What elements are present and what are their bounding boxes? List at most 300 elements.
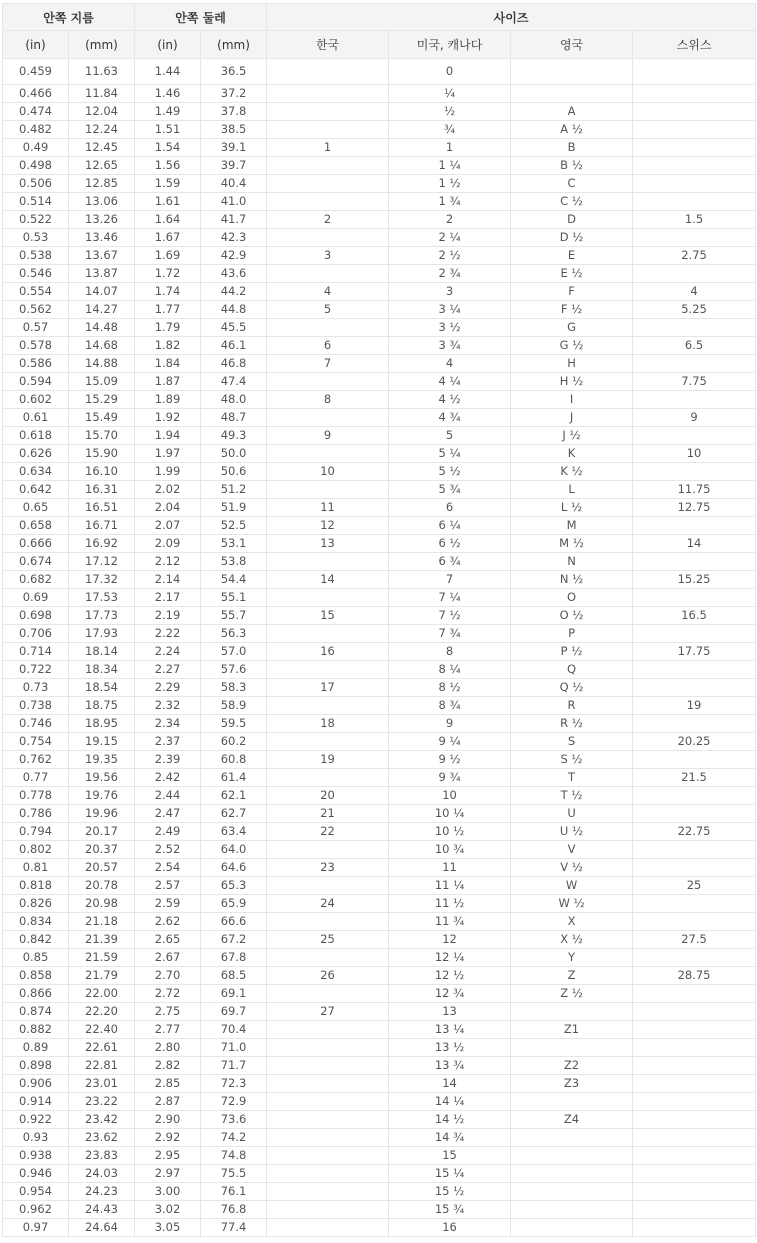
us-canada-size-cell: 9 ¼: [389, 733, 511, 751]
us-canada-size-cell: 4 ½: [389, 391, 511, 409]
uk-size-cell: K ½: [511, 463, 633, 481]
us-canada-size-cell: 14 ¼: [389, 1093, 511, 1111]
diameter-mm-cell: 17.32: [69, 571, 135, 589]
uk-size-cell: Z: [511, 967, 633, 985]
uk-size-cell: D: [511, 211, 633, 229]
swiss-size-cell: [633, 1057, 756, 1075]
table-row: [3, 787, 756, 805]
circumference-mm-cell: 55.7: [201, 607, 267, 625]
korea-size-cell: [267, 229, 389, 247]
circumference-in-cell: 2.44: [135, 787, 201, 805]
korea-size-cell: [267, 59, 389, 85]
circumference-in-cell: 1.64: [135, 211, 201, 229]
uk-size-cell: J: [511, 409, 633, 427]
circumference-in-cell: 1.82: [135, 337, 201, 355]
inner-circumference-header: 안쪽 둘레: [135, 4, 267, 31]
swiss-size-cell: [633, 229, 756, 247]
table-row: [3, 1039, 756, 1057]
diameter-in-cell: 0.946: [3, 1165, 69, 1183]
uk-size-cell: [511, 1219, 633, 1237]
korea-size-cell: [267, 1219, 389, 1237]
diameter-in-cell: 0.626: [3, 445, 69, 463]
diameter-mm-cell: 19.56: [69, 769, 135, 787]
table-row: [3, 913, 756, 931]
diameter-mm-cell: 20.57: [69, 859, 135, 877]
us-canada-size-cell: 0: [389, 59, 511, 85]
swiss-size-cell: [633, 787, 756, 805]
diameter-in-cell: 0.618: [3, 427, 69, 445]
us-canada-size-cell: 8: [389, 643, 511, 661]
uk-size-cell: N: [511, 553, 633, 571]
swiss-size-cell: [633, 841, 756, 859]
circumference-mm-cell: 70.4: [201, 1021, 267, 1039]
uk-size-cell: Z4: [511, 1111, 633, 1129]
swiss-size-cell: [633, 463, 756, 481]
table-row: [3, 895, 756, 913]
circumference-mm-cell: 47.4: [201, 373, 267, 391]
korea-size-cell: [267, 985, 389, 1003]
circumference-in-cell: 2.92: [135, 1129, 201, 1147]
us-canada-size-cell: 15 ¼: [389, 1165, 511, 1183]
circumference-mm-cell: 51.2: [201, 481, 267, 499]
uk-size-cell: Z2: [511, 1057, 633, 1075]
table-row: [3, 697, 756, 715]
diameter-in-cell: 0.706: [3, 625, 69, 643]
diameter-in-cell: 0.89: [3, 1039, 69, 1057]
circumference-in-cell: 2.52: [135, 841, 201, 859]
diameter-in-cell: 0.738: [3, 697, 69, 715]
header-group-row: [3, 4, 756, 31]
circumference-in-cell: 1.94: [135, 427, 201, 445]
diameter-mm-cell: 16.71: [69, 517, 135, 535]
circumference-in-cell: 2.12: [135, 553, 201, 571]
diameter-in-cell: 0.522: [3, 211, 69, 229]
swiss-size-cell: 27.5: [633, 931, 756, 949]
us-canada-size-cell: 4 ¼: [389, 373, 511, 391]
uk-size-cell: M: [511, 517, 633, 535]
table-row: [3, 1021, 756, 1039]
diameter-mm-cell: 15.49: [69, 409, 135, 427]
table-row: [3, 481, 756, 499]
korea-size-cell: [267, 481, 389, 499]
diameter-in-cell: 0.746: [3, 715, 69, 733]
korea-size-cell: [267, 121, 389, 139]
swiss-size-cell: [633, 1075, 756, 1093]
diameter-mm-cell: 24.03: [69, 1165, 135, 1183]
diameter-mm-cell: 23.01: [69, 1075, 135, 1093]
table-row: [3, 589, 756, 607]
circumference-in-cell: 2.95: [135, 1147, 201, 1165]
diameter-mm-cell: 13.46: [69, 229, 135, 247]
swiss-size-cell: [633, 1219, 756, 1237]
circumference-mm-cell: 60.8: [201, 751, 267, 769]
circumference-in-cell: 2.02: [135, 481, 201, 499]
circumference-in-cell: 2.19: [135, 607, 201, 625]
uk-size-cell: Z ½: [511, 985, 633, 1003]
table-row: [3, 931, 756, 949]
table-row: [3, 319, 756, 337]
table-row: [3, 625, 756, 643]
diameter-in-cell: 0.602: [3, 391, 69, 409]
diameter-mm-header: (mm): [69, 31, 135, 59]
table-row: [3, 823, 756, 841]
diameter-mm-cell: 12.04: [69, 103, 135, 121]
us-canada-size-cell: 6 ¾: [389, 553, 511, 571]
swiss-size-cell: [633, 517, 756, 535]
circumference-in-cell: 1.79: [135, 319, 201, 337]
circumference-mm-cell: 50.6: [201, 463, 267, 481]
diameter-in-cell: 0.866: [3, 985, 69, 1003]
table-row: [3, 301, 756, 319]
swiss-size-cell: [633, 661, 756, 679]
diameter-mm-cell: 15.90: [69, 445, 135, 463]
korea-size-cell: 18: [267, 715, 389, 733]
uk-size-cell: Q ½: [511, 679, 633, 697]
diameter-mm-cell: 12.85: [69, 175, 135, 193]
korea-size-cell: 21: [267, 805, 389, 823]
diameter-in-cell: 0.474: [3, 103, 69, 121]
swiss-size-cell: [633, 1039, 756, 1057]
diameter-mm-cell: 19.76: [69, 787, 135, 805]
header-sub-row: [3, 31, 756, 59]
table-row: [3, 877, 756, 895]
us-canada-size-cell: 14: [389, 1075, 511, 1093]
uk-size-cell: X: [511, 913, 633, 931]
table-row: [3, 373, 756, 391]
diameter-in-cell: 0.634: [3, 463, 69, 481]
us-canada-size-cell: 7 ½: [389, 607, 511, 625]
circumference-in-cell: 2.75: [135, 1003, 201, 1021]
uk-size-cell: K: [511, 445, 633, 463]
circumference-mm-cell: 52.5: [201, 517, 267, 535]
uk-size-cell: [511, 1093, 633, 1111]
table-row: [3, 1183, 756, 1201]
korea-size-cell: 13: [267, 535, 389, 553]
uk-size-cell: H ½: [511, 373, 633, 391]
circumference-mm-cell: 49.3: [201, 427, 267, 445]
table-row: [3, 193, 756, 211]
table-row: [3, 121, 756, 139]
circumference-in-cell: 2.29: [135, 679, 201, 697]
korea-size-cell: 11: [267, 499, 389, 517]
circumference-mm-cell: 37.8: [201, 103, 267, 121]
korea-size-cell: [267, 1021, 389, 1039]
diameter-mm-cell: 14.27: [69, 301, 135, 319]
korea-size-cell: 17: [267, 679, 389, 697]
uk-size-cell: I: [511, 391, 633, 409]
diameter-in-cell: 0.922: [3, 1111, 69, 1129]
swiss-size-cell: [633, 103, 756, 121]
swiss-size-cell: [633, 157, 756, 175]
diameter-in-cell: 0.858: [3, 967, 69, 985]
table-row: [3, 85, 756, 103]
circumference-mm-cell: 36.5: [201, 59, 267, 85]
circumference-mm-cell: 64.6: [201, 859, 267, 877]
diameter-in-cell: 0.962: [3, 1201, 69, 1219]
table-row: [3, 463, 756, 481]
table-row: [3, 265, 756, 283]
circumference-in-cell: 2.72: [135, 985, 201, 1003]
diameter-mm-cell: 14.68: [69, 337, 135, 355]
circumference-in-cell: 1.51: [135, 121, 201, 139]
diameter-mm-cell: 18.34: [69, 661, 135, 679]
circumference-in-cell: 2.70: [135, 967, 201, 985]
table-row: [3, 355, 756, 373]
diameter-mm-cell: 21.79: [69, 967, 135, 985]
us-canada-size-cell: ¼: [389, 85, 511, 103]
circumference-mm-cell: 68.5: [201, 967, 267, 985]
swiss-size-cell: 22.75: [633, 823, 756, 841]
uk-size-cell: O: [511, 589, 633, 607]
diameter-mm-cell: 23.83: [69, 1147, 135, 1165]
korea-size-cell: 6: [267, 337, 389, 355]
us-canada-size-cell: 15 ¾: [389, 1201, 511, 1219]
circumference-mm-cell: 37.2: [201, 85, 267, 103]
circumference-mm-cell: 40.4: [201, 175, 267, 193]
table-row: [3, 859, 756, 877]
diameter-in-cell: 0.81: [3, 859, 69, 877]
circumference-in-cell: 1.44: [135, 59, 201, 85]
diameter-mm-cell: 21.59: [69, 949, 135, 967]
us-canada-size-cell: 12: [389, 931, 511, 949]
korea-size-cell: [267, 841, 389, 859]
circumference-in-cell: 2.57: [135, 877, 201, 895]
circumference-mm-cell: 69.7: [201, 1003, 267, 1021]
diameter-in-cell: 0.714: [3, 643, 69, 661]
table-row: [3, 1003, 756, 1021]
table-row: [3, 445, 756, 463]
diameter-mm-cell: 16.51: [69, 499, 135, 517]
diameter-in-cell: 0.794: [3, 823, 69, 841]
diameter-mm-cell: 14.88: [69, 355, 135, 373]
circumference-mm-cell: 67.8: [201, 949, 267, 967]
diameter-mm-cell: 19.15: [69, 733, 135, 751]
circumference-mm-cell: 59.5: [201, 715, 267, 733]
us-canada-size-cell: 2 ½: [389, 247, 511, 265]
circumference-in-header: (in): [135, 31, 201, 59]
korea-size-cell: 27: [267, 1003, 389, 1021]
us-canada-size-cell: 2: [389, 211, 511, 229]
circumference-in-cell: 2.14: [135, 571, 201, 589]
us-canada-size-cell: 5 ¾: [389, 481, 511, 499]
uk-size-cell: [511, 1147, 633, 1165]
table-row: [3, 607, 756, 625]
diameter-in-cell: 0.514: [3, 193, 69, 211]
diameter-mm-cell: 12.65: [69, 157, 135, 175]
circumference-in-cell: 3.00: [135, 1183, 201, 1201]
table-row: [3, 1057, 756, 1075]
uk-size-cell: [511, 1201, 633, 1219]
swiss-size-cell: [633, 589, 756, 607]
diameter-in-cell: 0.546: [3, 265, 69, 283]
circumference-mm-cell: 42.9: [201, 247, 267, 265]
circumference-in-cell: 2.17: [135, 589, 201, 607]
uk-size-cell: P ½: [511, 643, 633, 661]
circumference-mm-cell: 43.6: [201, 265, 267, 283]
circumference-in-cell: 1.97: [135, 445, 201, 463]
diameter-mm-cell: 22.61: [69, 1039, 135, 1057]
circumference-mm-cell: 62.7: [201, 805, 267, 823]
us-canada-size-cell: 5 ¼: [389, 445, 511, 463]
table-row: [3, 571, 756, 589]
us-canada-size-cell: 7: [389, 571, 511, 589]
uk-size-cell: S: [511, 733, 633, 751]
korea-size-cell: 8: [267, 391, 389, 409]
circumference-in-cell: 2.04: [135, 499, 201, 517]
swiss-size-cell: 25: [633, 877, 756, 895]
korea-size-cell: 5: [267, 301, 389, 319]
circumference-mm-cell: 74.8: [201, 1147, 267, 1165]
circumference-in-cell: 1.87: [135, 373, 201, 391]
table-row: [3, 967, 756, 985]
table-row: [3, 409, 756, 427]
us-canada-size-cell: 12 ¼: [389, 949, 511, 967]
table-row: [3, 1165, 756, 1183]
circumference-mm-cell: 38.5: [201, 121, 267, 139]
korea-size-cell: 26: [267, 967, 389, 985]
korea-size-cell: 23: [267, 859, 389, 877]
uk-size-cell: [511, 1129, 633, 1147]
us-canada-size-cell: 16: [389, 1219, 511, 1237]
table-row: [3, 1129, 756, 1147]
table-row: [3, 247, 756, 265]
diameter-mm-cell: 19.96: [69, 805, 135, 823]
us-canada-size-cell: ½: [389, 103, 511, 121]
diameter-in-cell: 0.818: [3, 877, 69, 895]
us-canada-size-cell: 10 ½: [389, 823, 511, 841]
diameter-mm-cell: 18.14: [69, 643, 135, 661]
us-canada-size-cell: 12 ½: [389, 967, 511, 985]
circumference-mm-cell: 41.7: [201, 211, 267, 229]
korea-size-cell: 2: [267, 211, 389, 229]
uk-size-cell: C: [511, 175, 633, 193]
uk-size-cell: Y: [511, 949, 633, 967]
diameter-mm-cell: 14.48: [69, 319, 135, 337]
table-row: [3, 175, 756, 193]
circumference-mm-cell: 67.2: [201, 931, 267, 949]
us-canada-size-cell: 4: [389, 355, 511, 373]
circumference-mm-cell: 57.6: [201, 661, 267, 679]
korea-size-cell: [267, 319, 389, 337]
korea-size-cell: [267, 103, 389, 121]
diameter-mm-cell: 12.45: [69, 139, 135, 157]
us-canada-size-cell: 10 ¼: [389, 805, 511, 823]
diameter-in-cell: 0.73: [3, 679, 69, 697]
table-body: [3, 59, 756, 1237]
us-canada-size-cell: 8 ¾: [389, 697, 511, 715]
uk-size-cell: A ½: [511, 121, 633, 139]
diameter-mm-cell: 21.18: [69, 913, 135, 931]
korea-size-cell: [267, 769, 389, 787]
diameter-in-cell: 0.498: [3, 157, 69, 175]
korea-size-cell: [267, 1075, 389, 1093]
circumference-in-cell: 2.97: [135, 1165, 201, 1183]
swiss-size-cell: 16.5: [633, 607, 756, 625]
diameter-in-cell: 0.682: [3, 571, 69, 589]
circumference-mm-cell: 71.0: [201, 1039, 267, 1057]
diameter-mm-cell: 20.17: [69, 823, 135, 841]
diameter-mm-cell: 20.78: [69, 877, 135, 895]
swiss-size-cell: 20.25: [633, 733, 756, 751]
us-canada-size-cell: 9 ¾: [389, 769, 511, 787]
swiss-size-cell: 2.75: [633, 247, 756, 265]
uk-size-cell: S ½: [511, 751, 633, 769]
korea-size-cell: [267, 1111, 389, 1129]
us-canada-size-cell: 13 ¼: [389, 1021, 511, 1039]
us-canada-size-cell: 9 ½: [389, 751, 511, 769]
table-row: [3, 769, 756, 787]
circumference-in-cell: 1.72: [135, 265, 201, 283]
circumference-mm-cell: 39.7: [201, 157, 267, 175]
us-canada-size-cell: 10 ¾: [389, 841, 511, 859]
swiss-size-header: 스위스: [633, 31, 756, 59]
diameter-mm-cell: 15.70: [69, 427, 135, 445]
diameter-in-cell: 0.538: [3, 247, 69, 265]
table-row: [3, 1147, 756, 1165]
us-canada-size-cell: 9: [389, 715, 511, 733]
swiss-size-cell: [633, 715, 756, 733]
circumference-in-cell: 2.54: [135, 859, 201, 877]
swiss-size-cell: [633, 1111, 756, 1129]
circumference-mm-cell: 45.5: [201, 319, 267, 337]
uk-size-cell: F ½: [511, 301, 633, 319]
circumference-in-cell: 2.24: [135, 643, 201, 661]
uk-size-cell: H: [511, 355, 633, 373]
table-row: [3, 157, 756, 175]
circumference-mm-cell: 64.0: [201, 841, 267, 859]
diameter-mm-cell: 16.31: [69, 481, 135, 499]
table-row: [3, 1093, 756, 1111]
korea-size-cell: 22: [267, 823, 389, 841]
circumference-mm-cell: 63.4: [201, 823, 267, 841]
swiss-size-cell: [633, 175, 756, 193]
circumference-in-cell: 2.07: [135, 517, 201, 535]
uk-size-cell: D ½: [511, 229, 633, 247]
table-row: [3, 499, 756, 517]
uk-size-cell: M ½: [511, 535, 633, 553]
us-canada-size-cell: 7 ¾: [389, 625, 511, 643]
diameter-mm-cell: 13.06: [69, 193, 135, 211]
uk-size-cell: W: [511, 877, 633, 895]
swiss-size-cell: 12.75: [633, 499, 756, 517]
swiss-size-cell: [633, 85, 756, 103]
uk-size-cell: U: [511, 805, 633, 823]
circumference-mm-cell: 39.1: [201, 139, 267, 157]
diameter-in-cell: 0.53: [3, 229, 69, 247]
circumference-in-cell: 1.59: [135, 175, 201, 193]
diameter-in-cell: 0.954: [3, 1183, 69, 1201]
us-canada-size-cell: 15: [389, 1147, 511, 1165]
swiss-size-cell: [633, 1201, 756, 1219]
us-canada-size-cell: 6 ½: [389, 535, 511, 553]
diameter-mm-cell: 16.92: [69, 535, 135, 553]
diameter-mm-cell: 22.20: [69, 1003, 135, 1021]
swiss-size-cell: 19: [633, 697, 756, 715]
korea-size-cell: [267, 409, 389, 427]
uk-size-cell: F: [511, 283, 633, 301]
uk-size-header: 영국: [511, 31, 633, 59]
circumference-in-cell: 2.90: [135, 1111, 201, 1129]
table-row: [3, 985, 756, 1003]
swiss-size-cell: 7.75: [633, 373, 756, 391]
circumference-in-cell: 2.59: [135, 895, 201, 913]
us-canada-size-header: 미국, 캐나다: [389, 31, 511, 59]
uk-size-cell: B ½: [511, 157, 633, 175]
diameter-in-cell: 0.65: [3, 499, 69, 517]
circumference-in-cell: 1.54: [135, 139, 201, 157]
uk-size-cell: C ½: [511, 193, 633, 211]
circumference-in-cell: 2.47: [135, 805, 201, 823]
